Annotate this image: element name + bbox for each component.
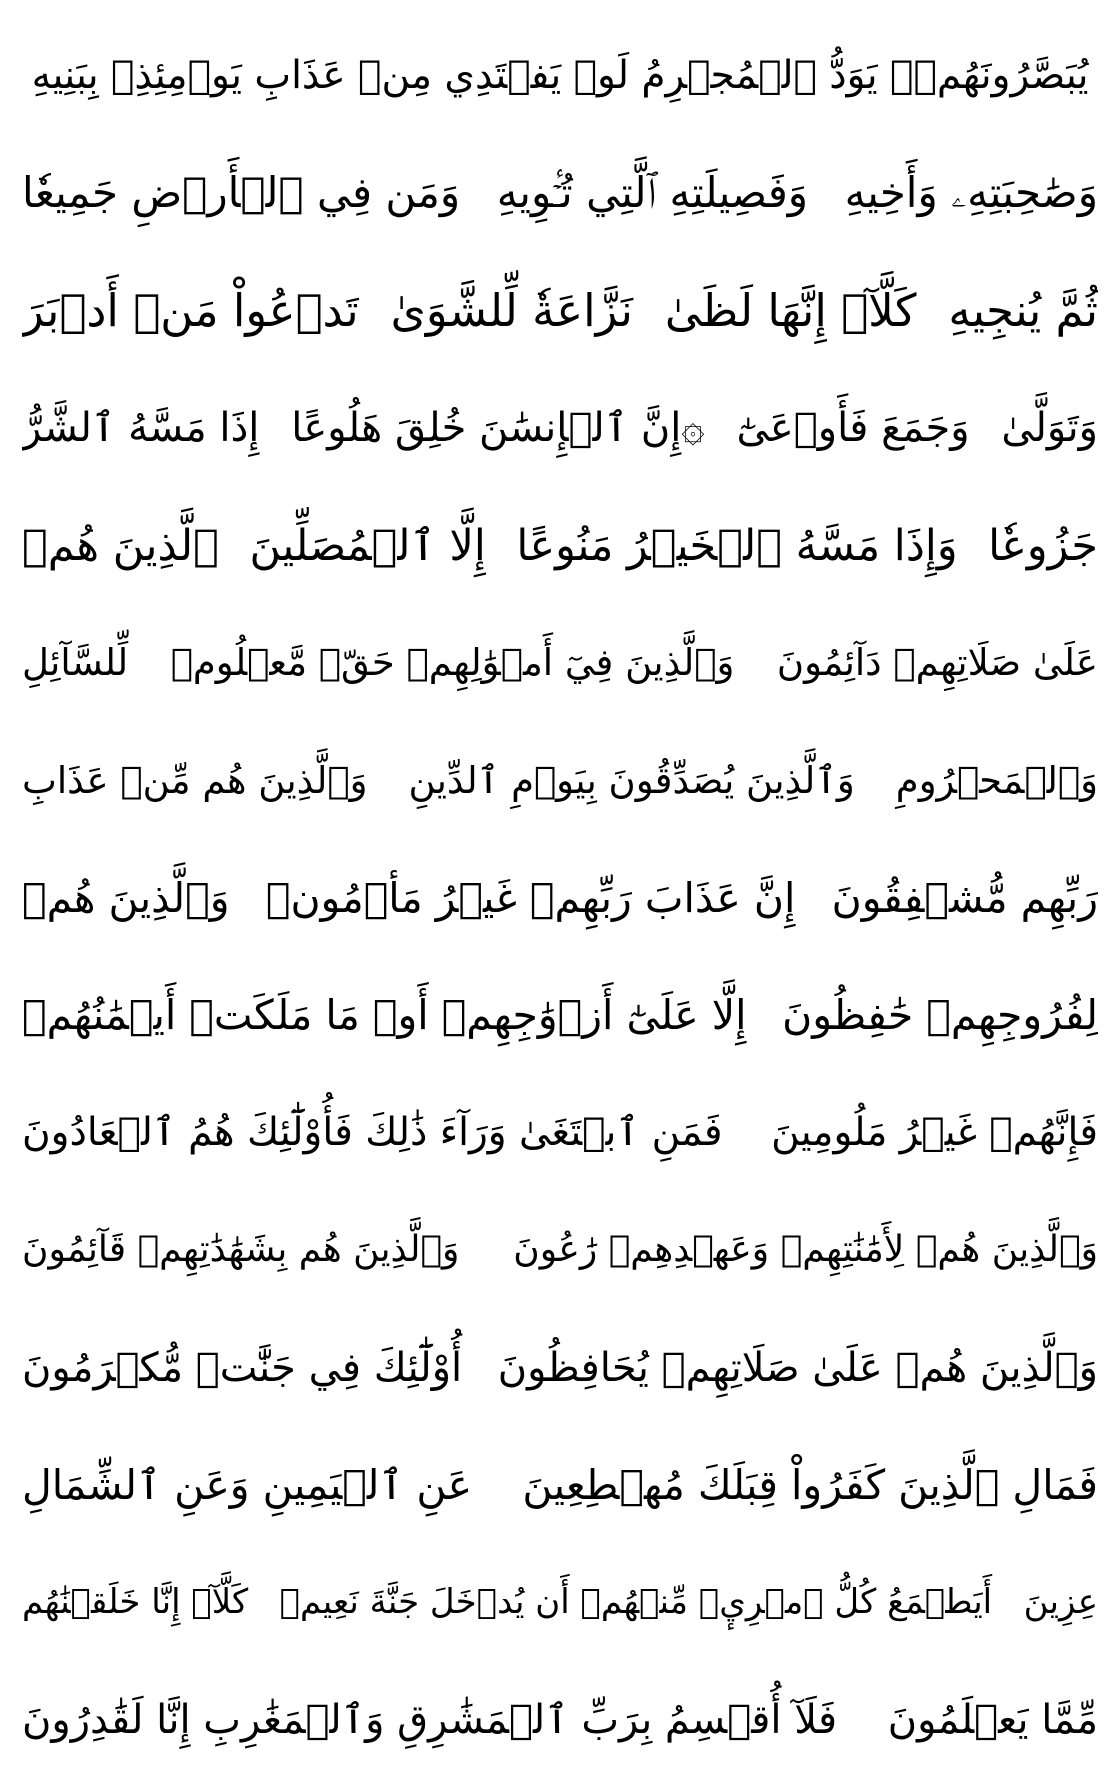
verse-text-segment: وَمَن فِي ٱلۡأَرۡضِ جَمِيعٗا	[22, 168, 461, 218]
verse-text-segment: وَٱلَّذِينَ هُمۡ	[22, 873, 230, 922]
verse-line	[22, 850, 1098, 946]
verse-line	[22, 380, 1098, 476]
verse-text-segment: إِنَّ عَذَابَ رَبِّهِمۡ غَيۡرُ مَأۡمُونٖ	[265, 873, 796, 922]
verse-text-segment: فَمَالِ ٱلَّذِينَ كَفَرُواْ قِبَلَكَ مُهۡطِعِينَ	[522, 1461, 1098, 1510]
verse-text-segment: فَإِنَّهُمۡ غَيۡرُ مَلُومِينَ	[771, 1109, 1098, 1155]
verse-text-segment: أُوْلَٰٓئِكَ فِي جَنَّٰتٖ مُّكۡرَمُونَ	[22, 1344, 463, 1391]
verse-text-segment: كَلَّآۖ إِنَّا خَلَقۡنَٰهُم	[22, 1582, 249, 1623]
verse-text-segment: وَفَصِيلَتِهِ ٱلَّتِي تُـٔۡوِيهِ	[496, 168, 809, 218]
verse-text-segment: مِّمَّا يَعۡلَمُونَ	[887, 1696, 1098, 1743]
verse-text-segment: أَيَطۡمَعُ كُلُّ ٱمۡرِيٕٖ مِّنۡهُمۡ أَن يُدۡخَلَ جَنَّةَ نَعِيمٖ	[279, 1582, 993, 1623]
verse-line	[22, 1320, 1098, 1416]
verse-text-segment: فَمَنِ ٱبۡتَغَىٰ وَرَآءَ ذَٰلِكَ فَأُوْلَٰٓئِكَ هُمُ ٱلۡعَادُونَ	[22, 1109, 723, 1155]
verse-text-segment: وَٱلَّذِينَ هُم بِشَهَٰدَٰتِهِمۡ قَآئِمُونَ	[22, 1229, 460, 1271]
verse-line	[22, 263, 1098, 359]
verse-text-segment: لِفُرُوجِهِمۡ حَٰفِظُونَ	[782, 991, 1098, 1040]
verse-text-segment: وَصَٰحِبَتِهِۦ وَأَخِيهِ	[844, 168, 1098, 218]
verse-text-segment: فَلَآ أُقۡسِمُ بِرَبِّ ٱلۡمَشَٰرِقِ وَٱلۡمَغَٰرِبِ إِنَّا لَقَٰدِرُونَ	[22, 1696, 838, 1743]
verse-line	[22, 733, 1098, 829]
verse-text-segment: لِّلسَّآئِلِ	[22, 641, 129, 685]
verse-line	[22, 1085, 1098, 1181]
verse-text-segment: وَٱلَّذِينَ هُمۡ لِأَمَٰنَٰتِهِمۡ وَعَهۡدِهِمۡ رَٰعُونَ	[513, 1229, 1098, 1271]
verse-text-segment: وَتَوَلَّىٰ	[1001, 405, 1098, 452]
verse-text-segment: نَزَّاعَةٗ لِّلشَّوَىٰ	[390, 283, 633, 337]
verse-text-segment: وَإِذَا مَسَّهُ ٱلۡخَيۡرُ مَنُوعًا	[516, 520, 958, 571]
verse-line	[22, 1202, 1098, 1298]
verse-text-segment: وَٱلَّذِينَ فِيٓ أَمۡوَٰلِهِمۡ حَقّٞ مَّعۡلُومٞ	[170, 641, 735, 685]
verse-text-segment: عِزِينَ	[1023, 1582, 1098, 1623]
verse-text-segment: عَنِ ٱلۡيَمِينِ وَعَنِ ٱلشِّمَالِ	[22, 1461, 473, 1510]
verse-text-segment: تَدۡعُواْ مَنۡ أَدۡبَرَ	[22, 283, 359, 337]
verse-line	[22, 1554, 1098, 1650]
verse-text-segment: ٱلَّذِينَ هُمۡ	[22, 520, 219, 571]
verse-line	[22, 615, 1098, 711]
verse-lines	[22, 28, 1098, 1768]
verse-text-segment: إِلَّا ٱلۡمُصَلِّينَ	[249, 520, 486, 571]
verse-text-segment: جَزُوعٗا	[988, 520, 1098, 571]
verse-text-segment: إِلَّا عَلَىٰٓ أَزۡوَٰجِهِمۡ أَوۡ مَا مَلَكَتۡ أَيۡمَٰنُهُمۡ	[22, 991, 747, 1040]
verse-text-segment: وَٱلَّذِينَ يُصَدِّقُونَ بِيَوۡمِ ٱلدِّينِ	[408, 758, 855, 802]
verse-line	[22, 28, 1098, 124]
verse-text-segment: وَٱلَّذِينَ هُم مِّنۡ عَذَابِ	[22, 758, 368, 802]
verse-text-segment: كَلَّآۖ إِنَّهَا لَظَىٰ	[664, 283, 917, 337]
verse-text-segment: إِذَا مَسَّهُ ٱلشَّرُّ	[22, 405, 260, 452]
verse-line	[22, 967, 1098, 1063]
verse-text-segment: عَلَىٰ صَلَاتِهِمۡ دَآئِمُونَ	[776, 641, 1098, 685]
verse-line	[22, 1437, 1098, 1533]
verse-line	[22, 145, 1098, 241]
verse-text-segment: ثُمَّ يُنجِيهِ	[948, 283, 1098, 337]
verse-line	[22, 498, 1098, 594]
verse-line	[22, 1672, 1098, 1768]
verse-text-segment: ۞إِنَّ ٱلۡإِنسَٰنَ خُلِقَ هَلُوعًا	[291, 405, 705, 452]
verse-text-segment: يُبَصَّرُونَهُمۡۚ يَوَدُّ ٱلۡمُجۡرِمُ لَوۡ يَفۡتَدِي مِنۡ عَذَابِ يَوۡمِئِذِۭ بِبَنِيهِ	[31, 53, 1089, 98]
verse-text-segment: وَٱلَّذِينَ هُمۡ عَلَىٰ صَلَاتِهِمۡ يُحَافِظُونَ	[497, 1344, 1098, 1391]
verse-text-segment: رَبِّهِم مُّشۡفِقُونَ	[831, 873, 1098, 922]
verse-text-segment: وَٱلۡمَحۡرُومِ	[895, 758, 1098, 802]
verse-text-segment: وَجَمَعَ فَأَوۡعَىٰٓ	[736, 405, 970, 452]
